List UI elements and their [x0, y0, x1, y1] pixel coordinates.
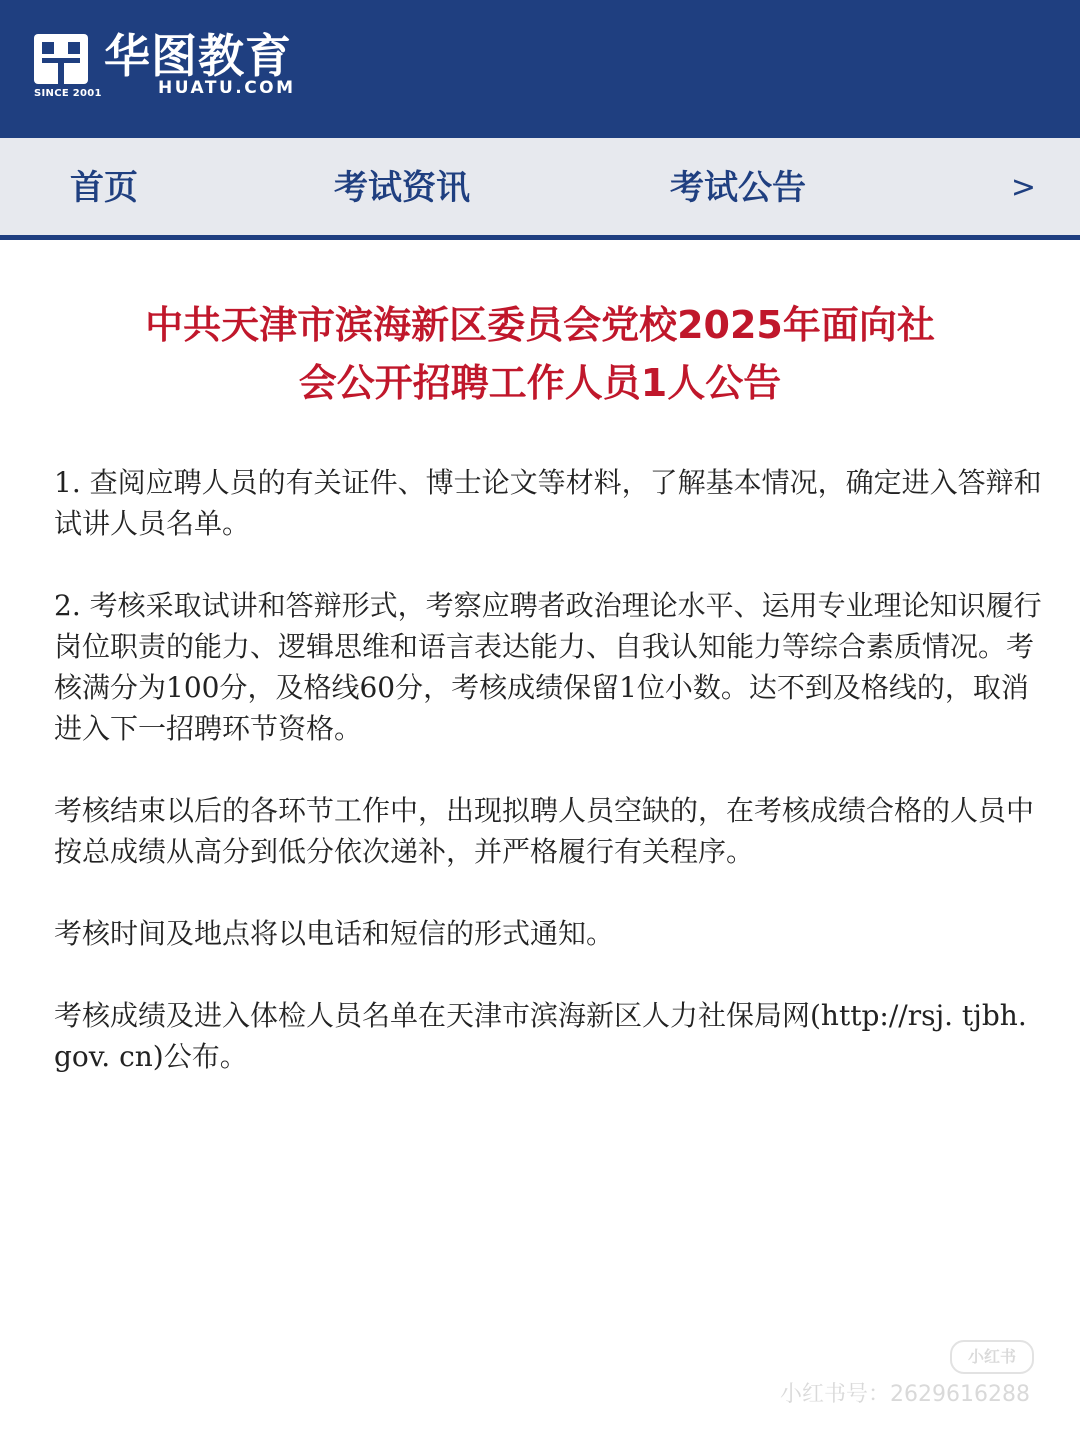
- brand-domain: HUATU.COM: [158, 78, 296, 98]
- article-title-line-2: 会公开招聘工作人员1人公告: [298, 361, 782, 405]
- article-paragraph: 考核时间及地点将以电话和短信的形式通知。: [54, 917, 615, 950]
- nav-item-exam-news[interactable]: 考试资讯: [334, 168, 470, 208]
- since-label: SINCE 2001: [34, 88, 102, 99]
- watermark-id: 小红书号：2629616288: [780, 1382, 1030, 1407]
- watermark-logo: 小红书: [950, 1340, 1034, 1374]
- main-nav: [0, 138, 1080, 240]
- nav-item-exam-announcements[interactable]: 考试公告: [670, 168, 806, 208]
- article-title: [60, 296, 1020, 412]
- article-paragraph: 2. 考核采取试讲和答辩形式，考察应聘者政治理论水平、运用专业理论知识履行岗位职责的能力、逻辑思维和语言表达能力、自我认知能力等综合素质情况。考核满分为100分，及格线60分，考核成绩保留1位小数。达不到及格线的，取消进入下一招聘环节资格。: [54, 589, 1042, 745]
- article-paragraph: 1. 查阅应聘人员的有关证件、博士论文等材料，了解基本情况，确定进入答辩和试讲人员名单。: [54, 466, 1042, 540]
- nav-item-home[interactable]: 首页: [70, 168, 138, 208]
- article-body: [54, 462, 1050, 1118]
- brand-name[interactable]: 华图教育: [104, 29, 292, 83]
- site-header: [0, 0, 1080, 138]
- article-title-line-1: 中共天津市滨海新区委员会党校2025年面向社: [145, 303, 935, 347]
- chevron-right-icon[interactable]: >: [1010, 170, 1036, 205]
- huatu-logo-icon[interactable]: [34, 34, 88, 84]
- article-paragraph: 考核结束以后的各环节工作中，出现拟聘人员空缺的，在考核成绩合格的人员中按总成绩从高分到低分依次递补，并严格履行有关程序。: [54, 794, 1035, 868]
- article-paragraph: 考核成绩及进入体检人员名单在天津市滨海新区人力社保局网(http://rsj. tjbh. gov. cn)公布。: [54, 999, 1027, 1073]
